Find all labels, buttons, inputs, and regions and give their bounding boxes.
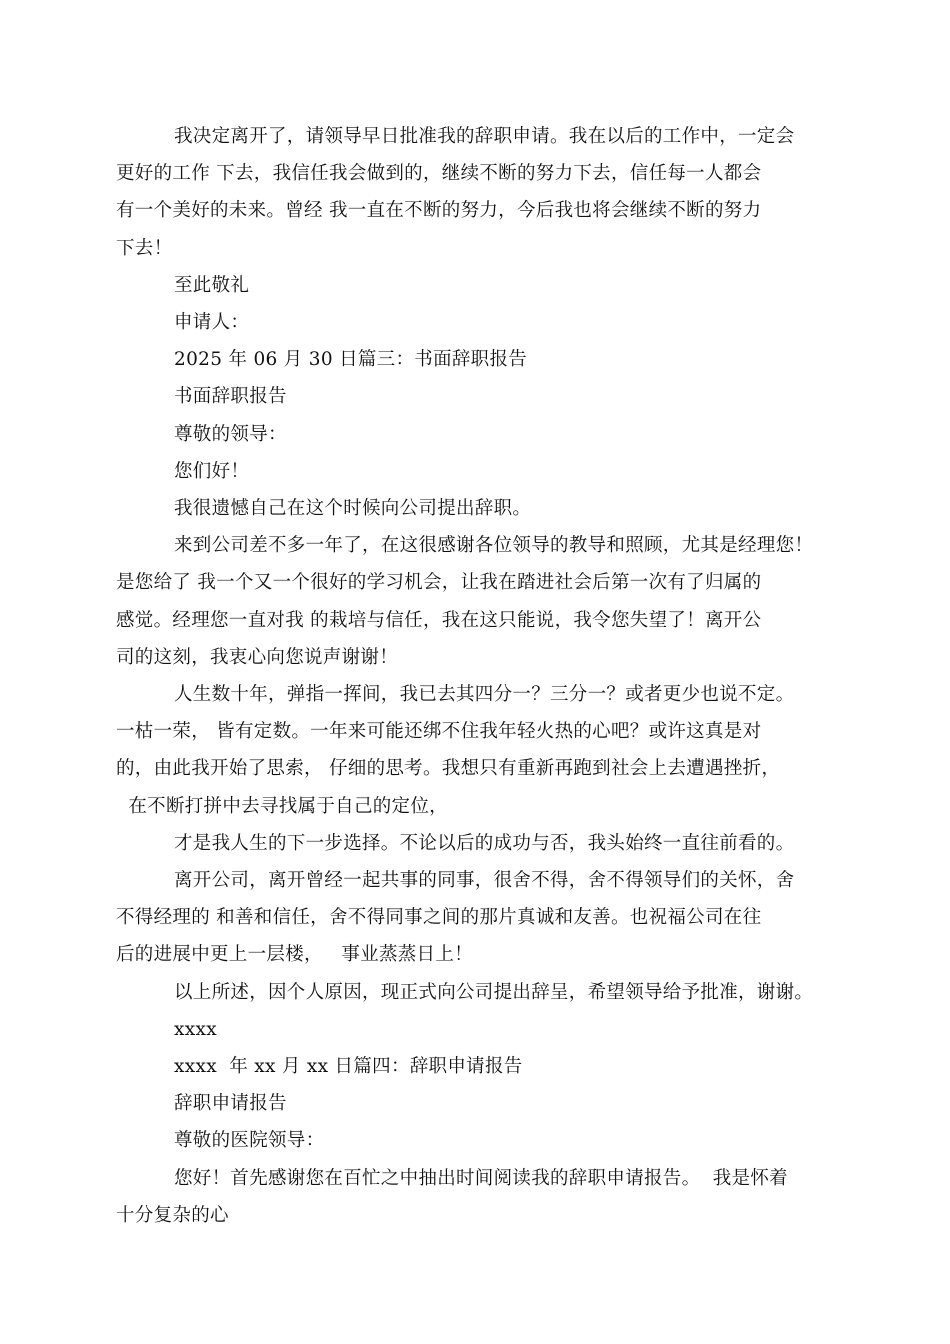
document-body	[116, 118, 815, 1234]
text-line: 是您给了 我一个又一个很好的学习机会，让我在踏进社会后第一次有了归属的	[116, 572, 762, 594]
text-line: 的，由此我开始了思索， 仔细的思考。我想只有重新再跑到社会上去遭遇挫折，	[116, 758, 781, 780]
text-line: 辞职申请报告	[174, 1093, 287, 1115]
text-line: 我决定离开了，请领导早日批准我的辞职申请。我在以后的工作中，一定会	[174, 126, 795, 147]
paragraph-signature-placeholder	[145, 1011, 815, 1048]
paragraph-hello	[145, 453, 815, 490]
text-line: 以上所述，因个人原因，现正式向公司提出辞呈，希望领导给予批准，谢谢。	[174, 981, 814, 1003]
text-line: 不得经理的 和善和信任，舍不得同事之间的那片真诚和友善。也祝福公司在往	[116, 907, 762, 929]
text-line: 尊敬的医院领导：	[174, 1130, 325, 1152]
paragraph-life-reflection	[116, 676, 815, 825]
paragraph-salutation-closing	[145, 267, 815, 304]
text-line: 一枯一荣， 皆有定数。一年来可能还绑不住我年轻火热的心吧？或许这真是对	[116, 721, 762, 743]
heading-resignation-application	[145, 1085, 815, 1122]
paragraph-regret	[145, 490, 815, 527]
paragraph-conclusion	[145, 974, 815, 1011]
text-line: 我很遗憾自己在这个时候向公司提出辞职。	[174, 498, 532, 520]
text-line: 感觉。经理您一直对我 的栽培与信任，我在这只能说，我令您失望了！离开公	[116, 609, 762, 631]
text-line: 司的这刻，我衷心向您说声谢谢！	[116, 646, 399, 668]
text-line: xxxx 年 xx 月 xx 日篇四：辞职申请报告	[174, 1056, 523, 1078]
text-line: 离开公司，离开曾经一起共事的同事，很舍不得，舍不得领导们的关怀，舍	[174, 870, 795, 892]
text-line: 您们好！	[174, 460, 250, 482]
paragraph-date-section-four	[145, 1048, 815, 1085]
heading-written-resignation	[145, 378, 815, 415]
text-line: 在不断打拼中去寻找属于自己的定位，	[116, 795, 448, 817]
paragraph-greeting-leader	[145, 416, 815, 453]
text-line: 有一个美好的未来。曾经 我一直在不断的努力，今后我也将会继续不断的努力	[116, 200, 762, 222]
paragraph-farewell-colleagues	[116, 862, 815, 974]
paragraph-date-section-three	[145, 341, 815, 378]
text-line: 十分复杂的心	[116, 1204, 229, 1226]
paragraph-greeting-hospital	[145, 1122, 815, 1159]
text-line: 下去！	[116, 237, 173, 259]
paragraph-next-step	[145, 825, 815, 862]
text-line: 后的进展中更上一层楼， 事业蒸蒸日上！	[116, 944, 473, 966]
text-line: 人生数十年，弹指一挥间，我已去其四分一？三分一？或者更少也说不定。	[174, 684, 795, 706]
text-line: 来到公司差不多一年了，在这很感谢各位领导的教导和照顾，尤其是经理您！	[174, 535, 814, 557]
paragraph-leaving-decision	[116, 118, 815, 267]
text-line: 2025 年 06 月 30 日篇三：书面辞职报告	[174, 349, 528, 371]
text-line: 更好的工作 下去，我信任我会做到的，继续不断的努力下去，信任每一人都会	[116, 163, 762, 185]
paragraph-applicant	[145, 304, 815, 341]
text-line: 尊敬的领导：	[174, 423, 287, 445]
text-line: 您好！首先感谢您在百忙之中抽出时间阅读我的辞职申请报告。 我是怀着	[174, 1167, 788, 1189]
text-line: 书面辞职报告	[174, 386, 287, 408]
text-line: 至此敬礼	[174, 274, 250, 296]
text-line: 才是我人生的下一步选择。不论以后的成功与否，我头始终一直往前看的。	[174, 832, 795, 854]
paragraph-thanks-manager	[116, 527, 815, 676]
text-line: xxxx	[174, 1018, 217, 1040]
paragraph-opening-hospital	[116, 1160, 815, 1234]
text-line: 申请人：	[174, 312, 250, 334]
